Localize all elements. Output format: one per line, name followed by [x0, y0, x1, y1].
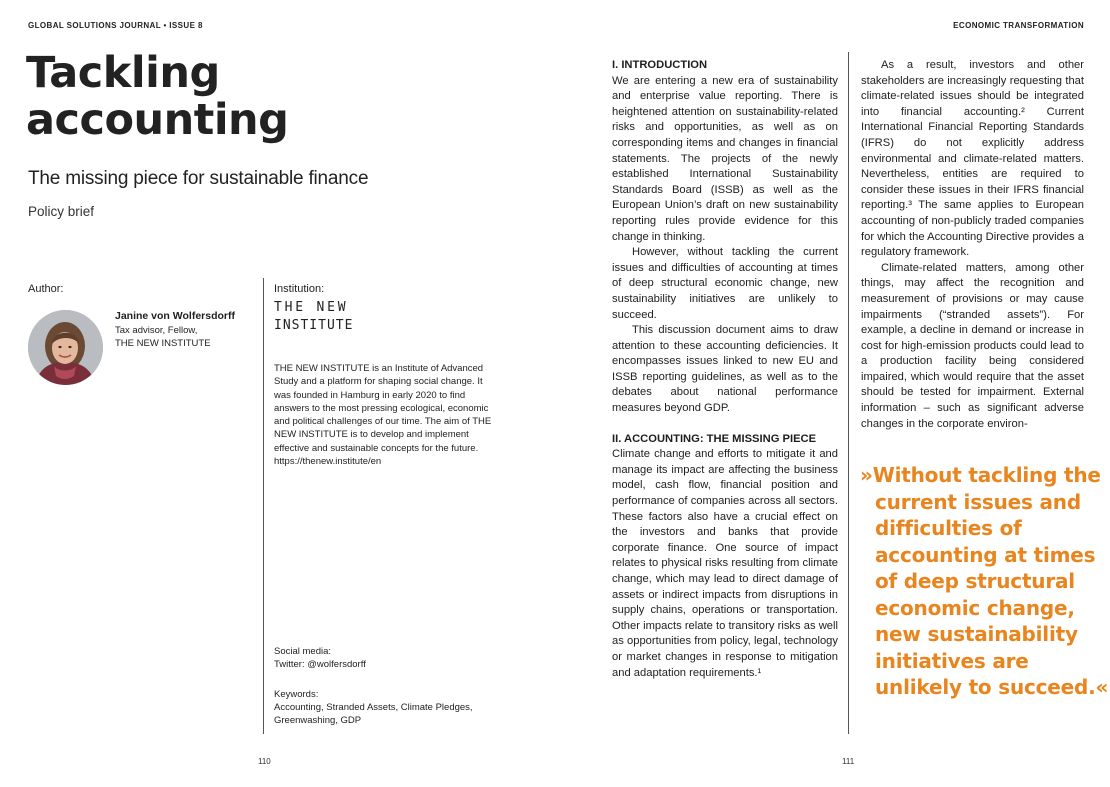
keywords-label: Keywords: [274, 689, 319, 700]
page-number-left: 110 [258, 757, 271, 766]
section-heading-accounting: II. ACCOUNTING: THE MISSING PIECE [612, 432, 817, 445]
article-subtitle: The missing piece for sustainable finance [28, 168, 369, 189]
section-heading-intro: I. INTRODUCTION [612, 59, 708, 71]
author-label: Author: [28, 283, 64, 295]
author-name: Janine von Wolfersdorff [115, 310, 235, 322]
section-header: ECONOMIC TRANSFORMATION [953, 21, 1084, 30]
page-number-right: 111 [842, 757, 855, 766]
title-line-1: Tackling [26, 48, 220, 98]
institution-description [274, 362, 502, 468]
article-title [26, 50, 346, 144]
paragraph: We are entering a new era of sustainability and enterprise value reporting. There is heightened attention on sustainability-related risks and opportunities, as well as on corresponding items and changes in financial statements. The projects of the newly established International Sustainability Standards Board (ISSB) as well as the European Union’s draft on new sustainability reporting rules provide evidence for this change in thinking. [612, 74, 838, 243]
institution-logo [274, 298, 364, 337]
author-photo [28, 310, 103, 385]
author-role-line-2: THE NEW INSTITUTE [115, 338, 211, 349]
body-column-1 [612, 58, 838, 681]
column-divider [263, 278, 264, 734]
author-role [115, 324, 255, 350]
social-media-label: Social media: [274, 646, 332, 657]
author-role-line-1: Tax advisor, Fellow, [115, 325, 198, 336]
column-divider [848, 52, 849, 734]
institution-url[interactable]: https://thenew.institute/en [274, 456, 382, 468]
pull-quote: »Without tackling the current issues and difficulties of accounting at times of deep structural economic change, new sustainability initiatives are unlikely to succeed.« [860, 463, 1109, 699]
paragraph: Climate change and efforts to mitigate it and manage its impact are affecting the business model, cash flow, financial position and performance of companies across all sectors. These factors also have a crucial effect on the investors and banks that provide corporate finance. One source of impact relates to physical risks resulting from climate change, which may lead to direct damage of assets or indirect impacts from disruptions in supply chains, operations or transportation. Other impacts relate to transitory risks as well as opportunities from policy, legal, technology or market changes in response to mitigation and adaptation requirements.¹ [612, 448, 838, 679]
logo-line-2: INSTITUTE [274, 318, 354, 332]
paragraph: As a result, investors and other stakeholders are increasingly requesting that climate-related issues should be integrated into financial accounting.² Current International Financial Reporting Standards (IFRS) do not explicitly address environmental and climate-related matters. Nevertheless, entities are required to consider these issues in their IFRS financial reporting.³ The same applies to European accounting of non-publicly traded companies for which the Accounting Directive provides a regulatory framework. [861, 59, 1084, 259]
social-media [274, 645, 366, 671]
journal-header: GLOBAL SOLUTIONS JOURNAL • ISSUE 8 [28, 21, 203, 30]
title-line-2: accounting [26, 95, 289, 145]
paragraph: Climate-related matters, among other things, may affect the recognition and measurement of provisions or may cause impairments (“stranded assets”). For example, a decline in demand or increase in cost for high-emission products could lead to a production facility being considered impaired, which would require that the asset should be tested for impairment. External information – such as significant adverse changes in the corporate environ- [861, 261, 1084, 430]
institution-description-text: THE NEW INSTITUTE is an Institute of Advanced Study and a platform for shaping social change. It was founded in Hamburg in early 2020 to find answers to the most pressing ecological, economic and political challenges of our time. The aim of THE NEW INSTITUTE is to develop and implement effective and sustainable concepts for the future. [274, 363, 492, 454]
institution-label: Institution: [274, 283, 325, 295]
keywords-text: Accounting, Stranded Assets, Climate Pledges, Greenwashing, GDP [274, 702, 473, 726]
paragraph: This discussion document aims to draw attention to these accounting deficiencies. It encompasses issues linked to new EU and ISSB reporting guidelines, as well as to the debates about national performance measures beyond GDP. [612, 324, 838, 415]
body-column-2 [861, 58, 1084, 432]
article-type: Policy brief [28, 204, 95, 219]
twitter-handle[interactable]: Twitter: @wolfersdorff [274, 659, 366, 670]
logo-line-1: THE NEW [274, 300, 349, 315]
paragraph: However, without tackling the current issues and difficulties of accounting at times of deep structural economic change, new sustainability initiatives are unlikely to succeed. [612, 246, 838, 321]
keywords [274, 688, 502, 727]
